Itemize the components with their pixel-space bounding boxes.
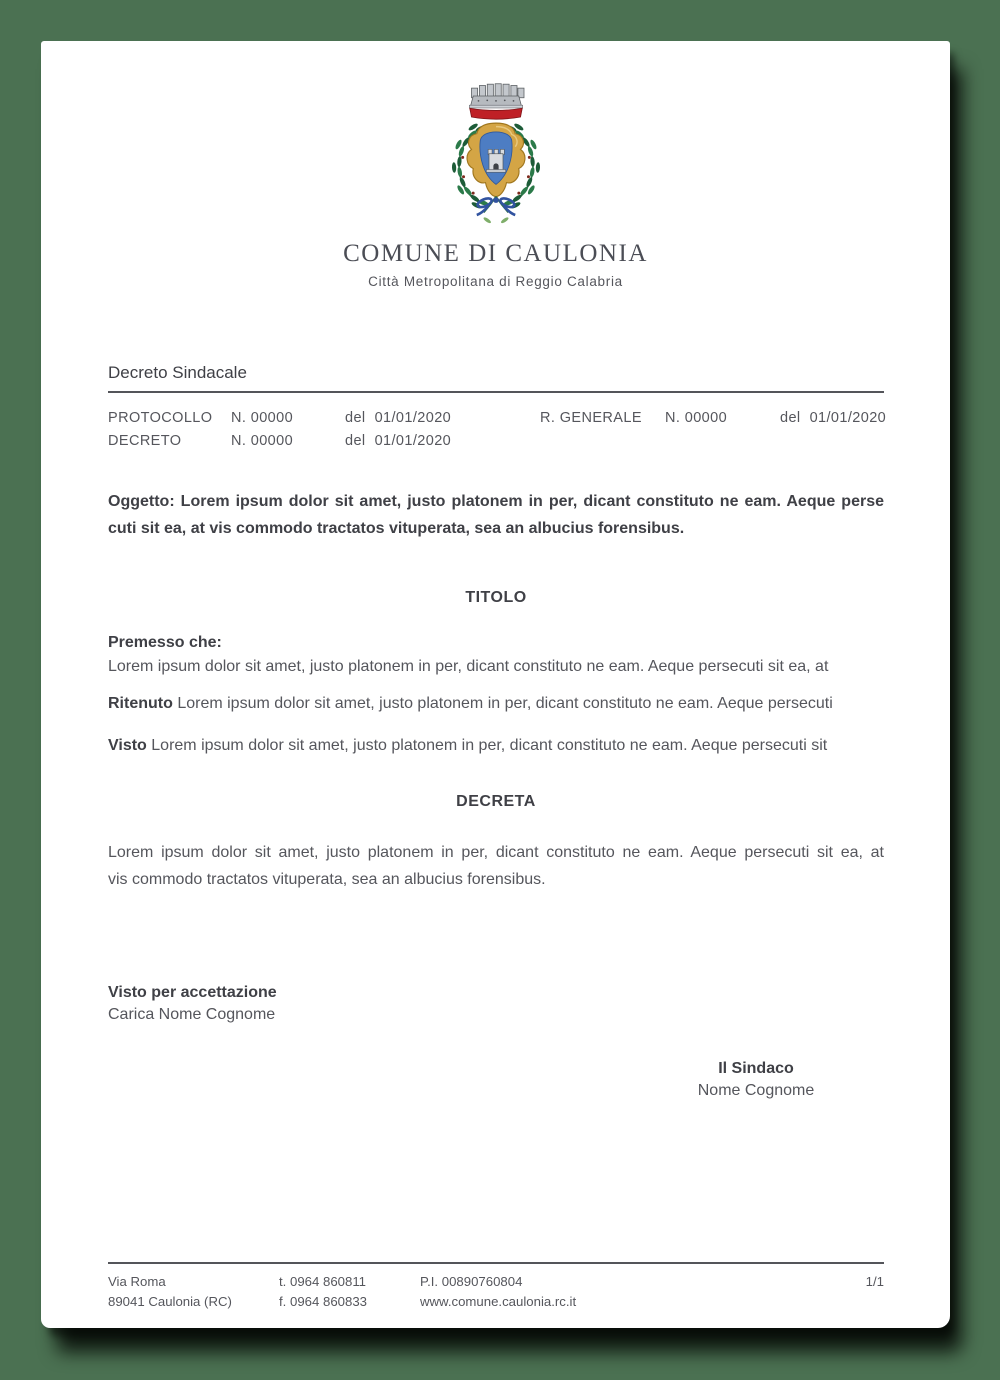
signature-role: Il Sindaco (718, 1060, 794, 1077)
silver-castle-icon (486, 149, 505, 172)
decreto-date: del 01/01/2020 (345, 433, 452, 449)
header-divider (108, 391, 884, 393)
mural-crown-icon (469, 84, 524, 119)
protocol-label: PROTOCOLLO (108, 410, 213, 426)
signature-name: Nome Cognome (697, 1082, 815, 1099)
decreto-label: DECRETO (108, 433, 182, 449)
protocol-table (108, 410, 887, 456)
footer-divider (108, 1262, 884, 1264)
ritenuto-paragraph (108, 695, 884, 713)
footer-website: www.comune.caulonia.rc.it (420, 1294, 577, 1309)
acceptance-block (108, 982, 884, 1026)
document-page (41, 41, 950, 1328)
acceptance-name: Carica Nome Cognome (108, 1006, 276, 1023)
footer-address: Via Roma 89041 Caulonia (RC) (108, 1274, 232, 1309)
decreta-heading: DECRETA (456, 793, 536, 810)
protocol-number: N. 00000 (231, 410, 294, 426)
premesso-label: Premesso che: (108, 634, 222, 651)
municipal-coat-of-arms (41, 81, 950, 235)
footer (108, 1272, 884, 1312)
page-number: 1/1 (865, 1274, 884, 1289)
document-type-label: Decreto Sindacale (108, 363, 247, 382)
coat-of-arms-icon (426, 81, 566, 230)
oggetto-paragraph: Oggetto: Lorem ipsum dolor sit amet, justo platonem in per, dicant constituto ne eam. Aeque perse cuti sit ea, at vis commodo tractatos vituperata, sea an albucius forensibus. (108, 493, 884, 537)
registro-generale-label: R. GENERALE (540, 410, 642, 426)
decreto-number: N. 00000 (231, 433, 294, 449)
footer-vat-website: P.I. 00890760804 www.comune.caulonia.rc.it (420, 1272, 824, 1312)
municipality-name: COMUNE DI CAULONIA (343, 240, 648, 267)
visto-text: Lorem ipsum dolor sit amet, justo platonem in per, dicant constituto ne eam. Aeque persecuti sit (151, 737, 828, 754)
signature-block (581, 1058, 931, 1102)
footer-phone-fax: t. 0964 860811 f. 0964 860833 (279, 1274, 367, 1309)
premesso-text: Lorem ipsum dolor sit amet, justo platonem in per, dicant constituto ne eam. Aeque persecuti sit ea, at (108, 658, 829, 675)
registro-generale-number: N. 00000 (665, 410, 728, 426)
decreta-paragraph: Lorem ipsum dolor sit amet, justo platonem in per, dicant constituto ne eam. Aeque persecuti sit ea, at vis commodo tractatos vituperata, sea an albucius forensibus. (108, 844, 884, 888)
premesso-paragraph (108, 631, 884, 679)
ribbon-bow-icon (476, 197, 515, 225)
titolo-heading: TITOLO (465, 589, 527, 606)
ritenuto-label: Ritenuto (108, 695, 173, 712)
ritenuto-text: Lorem ipsum dolor sit amet, justo platonem in per, dicant constituto ne eam. Aeque persecuti (177, 695, 833, 712)
acceptance-label: Visto per accettazione (108, 984, 277, 1001)
protocol-date: del 01/01/2020 (345, 410, 452, 426)
visto-paragraph (108, 737, 884, 755)
registro-generale-date: del 01/01/2020 (780, 410, 887, 426)
visto-label: Visto (108, 737, 147, 754)
municipality-subtitle: Città Metropolitana di Reggio Calabria (368, 274, 623, 289)
